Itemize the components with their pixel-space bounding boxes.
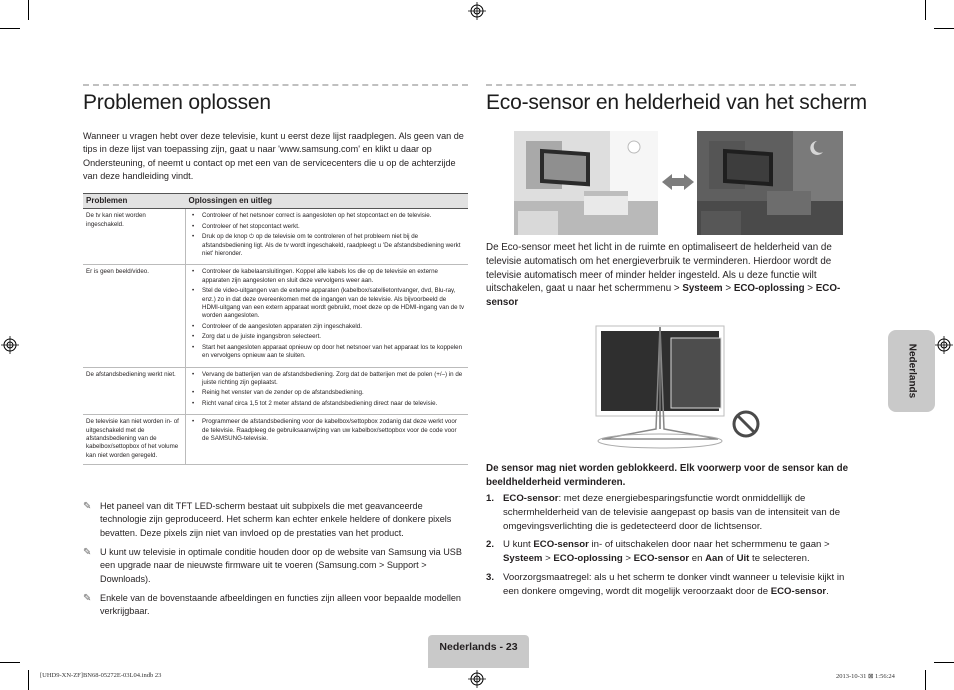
para-text: De Eco-sensor meet het licht in de ruimte en optimaliseert de helderheid van de televisie automatisch om het energieverbruik te verminderen. Hierdoor wordt de televisie automatisch meer of minder helder ingesteld. Als u deze functie wilt uitschakelen, gaat u naar het schermmenu >	[486, 242, 832, 295]
solution-item: • Start het aangesloten apparaat opnieuw op door het netsnoer van het apparaat los te koppelen en vervolgens opnieuw aan te sluiten.	[189, 344, 465, 361]
table-row	[83, 265, 468, 367]
footer-left: [UHD9-XN-ZF]BN68-05272E-03L04.indb 23	[40, 672, 162, 679]
table-cell-problem: De afstandsbediening werkt niet.	[83, 367, 186, 415]
dark-room-illustration	[697, 131, 843, 235]
list-bold: ECO-sensor	[633, 553, 690, 565]
list-text: in- of uitschakelen door naar het schermmenu te gaan >	[588, 539, 830, 551]
list-item	[486, 571, 856, 599]
table-row	[83, 415, 468, 465]
solution-item: • Programmeer de afstandsbediening voor de kabelbox/settopbox zodanig dat deze werkt voor de televisie. Raadpleeg de gebruiksaanwijzing van uw kabelbox/settopbox voor de code voor de SAMSUNG-televisie.	[189, 418, 465, 443]
table-cell-solutions	[186, 265, 469, 367]
page-title-eco-sensor: Eco-sensor en helderheid van het scherm	[486, 91, 867, 114]
note-text: Enkele van de bovenstaande afbeeldingen en functies zijn alleen voor bepaalde modellen verkrijgbaar.	[100, 593, 461, 617]
table-header-oplossingen: Oplossingen en uitleg	[186, 194, 469, 209]
title-divider	[83, 84, 468, 86]
troubleshooting-table	[83, 193, 468, 465]
solution-item: • Controleer of de aangesloten apparaten zijn ingeschakeld.	[189, 323, 465, 331]
list-text: >	[542, 553, 554, 565]
menu-path-systeem: Systeem	[682, 283, 723, 295]
table-cell-solutions	[186, 209, 469, 265]
solution-item: • Reinig het venster van de zender op de afstandsbediening.	[189, 389, 465, 397]
list-bold: ECO-oplossing	[553, 553, 623, 565]
list-bold: ECO-sensor	[533, 539, 589, 551]
side-tab-label: Nederlands	[906, 343, 917, 399]
eco-sensor-list	[486, 492, 856, 604]
solution-item: • Richt vanaf circa 1,5 tot 2 meter afstand de afstandsbediening direct naar de televisie.	[189, 400, 465, 408]
table-cell-problem: Er is geen beeld/video.	[83, 265, 186, 367]
solution-item: • Controleer of het netsnoer correct is aangesloten op het stopcontact en de televisie.	[189, 212, 465, 220]
list-item	[486, 538, 856, 566]
pencil-note-icon: ✎	[83, 501, 92, 512]
solution-item: • Druk op de knop ⏻ op de televisie om te controleren of het probleem niet bij de afstandsbediening ligt. Als de tv wordt ingeschakeld, raadpleegt u 'De afstandsbediening werkt niet' hieronder.	[189, 233, 465, 258]
note-firmware	[83, 546, 468, 586]
note-text: Het paneel van dit TFT LED-scherm bestaat uit subpixels die met geavanceerde technologie zijn geproduceerd. Het scherm kan echter enkele heldere of donkere pixels bevatten. Deze pixels zijn niet van invloed op de prestaties van het product.	[100, 501, 452, 538]
registration-mark-icon	[468, 670, 486, 688]
tv-sensor-blocked-illustration	[590, 323, 770, 465]
bright-room-illustration	[514, 131, 658, 235]
list-bold: Aan	[705, 553, 724, 565]
list-text: Voorzorgsmaatregel: als u het scherm te donker vindt wanneer u televisie kijkt in een donkere omgeving, wordt dit mogelijk veroorzaakt door de	[503, 571, 845, 597]
list-text: U kunt	[503, 539, 534, 551]
list-text: .	[826, 585, 829, 597]
page-title-problemen: Problemen oplossen	[83, 91, 271, 114]
registration-mark-icon	[1, 336, 19, 354]
list-bold: Uit	[736, 553, 750, 565]
menu-path-eco-oplossing: ECO-oplossing	[733, 283, 805, 295]
table-cell-problem: De televisie kan niet worden in- of uitgeschakeld met de afstandsbediening van de kabelbox/settopbox of het volume kan niet worden geregeld.	[83, 415, 186, 465]
eco-sensor-paragraph	[486, 241, 854, 310]
list-number: 3.	[486, 571, 495, 583]
list-text: : met deze energiebesparingsfunctie wordt onmiddellijk de schermhelderheid van de televisie aangepast op basis van de intensiteit van de omgevingsverlichting die is gedetecteerd door de lichtsensor.	[503, 493, 841, 532]
intro-paragraph: Wanneer u vragen hebt over deze televisie, kunt u eerst deze lijst raadplegen. Als geen van de tips in deze lijst van toepassing zijn, gaat u naar 'www.samsung.com' en klikt u daar op Ondersteuning, of neemt u contact op met een van de servicecenters die u op de achterzijde van deze handleiding vindt.	[83, 131, 464, 182]
note-pixels	[83, 500, 468, 540]
list-text: >	[622, 553, 634, 565]
menu-sep: >	[804, 283, 816, 295]
solution-item: • Stel de video-uitgangen van de externe apparaten (kabelbox/satellietontvanger, dvd, Blu-ray, enz.) zo in dat deze overeenkomen met de ingangen van de televisie. Als bijvoorbeeld de HDMI-uitgang van een extern apparaat wordt gebruikt, moet deze op de HDMI-ingang van de tv worden aangesloten.	[189, 287, 465, 321]
page-number: Nederlands - 23	[428, 635, 529, 668]
list-bold: ECO-sensor	[503, 493, 559, 504]
registration-mark-icon	[935, 336, 953, 354]
menu-sep: >	[722, 283, 734, 295]
solution-item: • Vervang de batterijen van de afstandsbediening. Zorg dat de batterijen met de polen (+/–) in de juiste richting zijn geplaatst.	[189, 371, 465, 388]
solution-item: • Controleer de kabelaansluitingen. Koppel alle kabels los die op de televisie en externe apparaten zijn aangesloten en sluit deze vervolgens weer aan.	[189, 268, 465, 285]
list-text: en	[689, 553, 706, 565]
note-models	[83, 592, 468, 619]
solution-item: • Zorg dat u de juiste ingangsbron selecteert.	[189, 333, 465, 341]
menu-path-eco-sensor: ECO-sensor	[486, 283, 841, 309]
language-side-tab	[888, 330, 935, 412]
table-cell-problem: De tv kan niet worden ingeschakeld.	[83, 209, 186, 265]
table-header-problemen: Problemen	[83, 194, 186, 209]
note-text: U kunt uw televisie in optimale conditie houden door op de website van Samsung via USB een upgrade naar de nieuwste firmware uit te voeren (Samsung.com > Support > Downloads).	[100, 547, 462, 584]
footer-right: 2013-10-31 ⊠ 1:56:24	[836, 673, 895, 680]
table-cell-solutions	[186, 367, 469, 415]
sensor-warning: De sensor mag niet worden geblokkeerd. Elk voorwerp voor de sensor kan de beeldhelderheid verminderen.	[486, 463, 849, 488]
pencil-note-icon: ✎	[83, 593, 92, 604]
list-bold: ECO-sensor	[770, 585, 827, 597]
list-number: 2.	[486, 539, 495, 551]
list-item	[486, 492, 856, 533]
title-divider	[486, 84, 856, 86]
registration-mark-icon	[468, 2, 486, 20]
list-text: of	[723, 553, 737, 565]
list-text: te selecteren.	[749, 553, 810, 565]
table-row	[83, 209, 468, 265]
list-bold: Systeem	[503, 553, 543, 565]
table-cell-solutions	[186, 415, 469, 465]
pencil-note-icon: ✎	[83, 547, 92, 558]
table-row	[83, 367, 468, 415]
list-number: 1.	[486, 493, 495, 504]
double-arrow-icon	[662, 172, 694, 192]
solution-item: • Controleer of het stopcontact werkt.	[189, 223, 465, 231]
